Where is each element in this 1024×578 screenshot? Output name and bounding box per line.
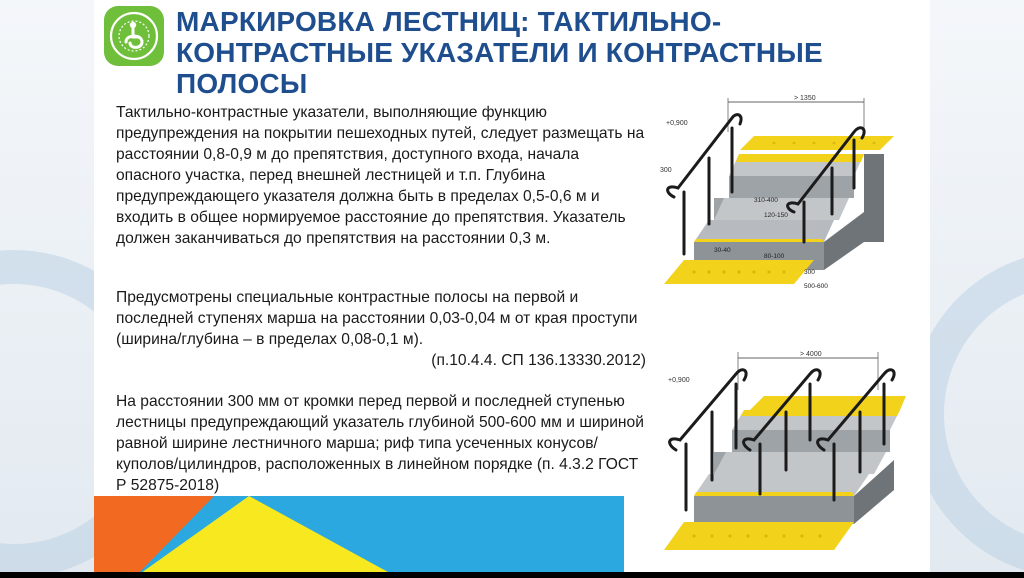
slide	[94, 0, 930, 578]
dimension-label: 80-100	[764, 253, 785, 260]
decorative-shapes	[94, 496, 624, 578]
stair-diagram-bottom	[654, 340, 909, 570]
paragraph-reference: (п.10.4.4. СП 136.13330.2012)	[431, 352, 646, 369]
dimension-label: 310-400	[754, 197, 778, 204]
dimension-label: 30-40	[714, 247, 731, 254]
dimension-label: 500-600	[804, 283, 828, 290]
dimension-label: +0,900	[668, 377, 690, 384]
dimension-label: 300	[660, 167, 672, 174]
stair-diagram-top	[654, 92, 904, 302]
logo	[104, 6, 164, 66]
bottom-letterbox	[0, 572, 1024, 578]
paragraph-contrast-stripes-text: Предусмотрены специальные контрастные полосы на первой и последней ступенях марша на расстоянии 0,03-0,04 м от края проступи (ширина/глубина – в пределах 0,08-0,1 м).	[116, 289, 638, 348]
logo-icon	[104, 6, 164, 66]
dimension-label: > 1350	[794, 95, 816, 102]
paragraph-contrast-stripes	[116, 287, 646, 371]
paragraph-tactile-indicators: Тактильно-контрастные указатели, выполняющие функцию предупреждения на покрытии пешеходных путей, следует размещать на расстоянии 0,8-0,9 м до препятствия, доступного входа, начала опасного участка, перед внешней лестницей и т.п. Глубина предупреждающего указателя должна быть в пределах 0,5-0,6 м и входить в общее нормируемое расстояние до препятствия. Указатель должен заканчиваться до препятствия на расстоянии 0,3 м.	[116, 104, 645, 247]
page-title: МАРКИРОВКА ЛЕСТНИЦ: ТАКТИЛЬНО-КОНТРАСТНЫЕ УКАЗАТЕЛИ И КОНТРАСТНЫЕ ПОЛОСЫ	[176, 6, 823, 99]
dimension-label: +0,900	[666, 120, 688, 127]
dimension-label: 300	[804, 269, 815, 276]
dimension-label: > 4000	[800, 351, 822, 358]
dimension-label: 120-150	[764, 212, 788, 219]
paragraph-warning-indicator: На расстоянии 300 мм от кромки перед первой и последней ступенью лестницы предупреждающий указатель глубиной 500-600 мм и шириной равной ширине лестничного марша; риф типа усеченных конусов/куполов/цилиндров, расположенных в линейном порядке (п. 4.3.2 ГОСТ Р 52875-2018)	[116, 393, 644, 494]
